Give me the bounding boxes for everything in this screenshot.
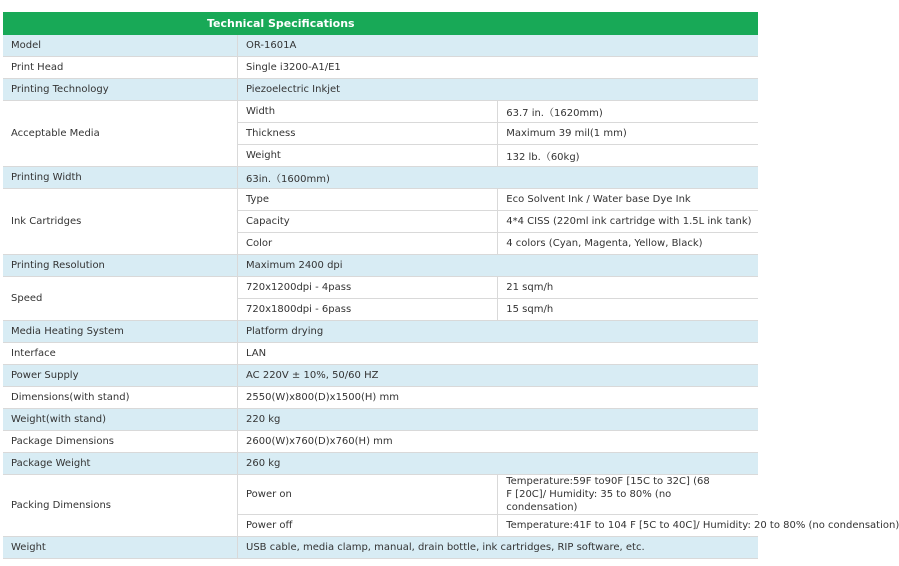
spec-grid (3, 35, 899, 559)
spec-value: Maximum 2400 dpi (238, 255, 759, 277)
spec-sublabel: Type (238, 189, 498, 211)
spec-value: 4 colors (Cyan, Magenta, Yellow, Black) (498, 233, 758, 255)
spec-value: 220 kg (238, 409, 759, 431)
spec-value: Temperature:59F to90F [15C to 32C] (68 F [20C]/ Humidity: 35 to 80% (no condensation) (498, 475, 758, 515)
spec-label: Printing Technology (3, 79, 238, 101)
spec-sublabel: Weight (238, 145, 498, 167)
technical-specifications-table (3, 12, 899, 559)
table-row (3, 101, 758, 123)
spec-value: Eco Solvent Ink / Water base Dye Ink (498, 189, 758, 211)
table-row (3, 277, 758, 299)
table-row (3, 167, 758, 189)
spec-label: Power Supply (3, 365, 238, 387)
spec-value: 63.7 in.（1620mm) (498, 101, 758, 123)
spec-value: USB cable, media clamp, manual, drain bottle, ink cartridges, RIP software, etc. (238, 537, 759, 559)
table-row (3, 537, 758, 559)
spec-value: Single i3200-A1/E1 (238, 57, 759, 79)
spec-label: Media Heating System (3, 321, 238, 343)
spec-label: Dimensions(with stand) (3, 387, 238, 409)
spec-label: Speed (3, 277, 238, 321)
spec-sublabel: Thickness (238, 123, 498, 145)
spec-label: Printing Width (3, 167, 238, 189)
spec-value: 4*4 CISS (220ml ink cartridge with 1.5L ink tank) (498, 211, 758, 233)
spec-sublabel: Capacity (238, 211, 498, 233)
table-row (3, 255, 758, 277)
table-row (3, 387, 758, 409)
spec-sublabel: Color (238, 233, 498, 255)
spec-value: 2550(W)x800(D)x1500(H) mm (238, 387, 759, 409)
spec-value: 21 sqm/h (498, 277, 758, 299)
spec-label: Model (3, 35, 238, 57)
spec-value: OR-1601A (238, 35, 759, 57)
table-row (3, 321, 758, 343)
table-row (3, 79, 758, 101)
table-row (3, 365, 758, 387)
spec-label: Interface (3, 343, 238, 365)
table-row (3, 35, 758, 57)
table-title: Technical Specifications (3, 12, 758, 35)
spec-value: 63in.（1600mm) (238, 167, 759, 189)
table-row (3, 409, 758, 431)
spec-sublabel: Width (238, 101, 498, 123)
spec-value: 132 lb.（60kg) (498, 145, 758, 167)
spec-value: 15 sqm/h (498, 299, 758, 321)
spec-value: 260 kg (238, 453, 759, 475)
spec-label: Package Dimensions (3, 431, 238, 453)
spec-sublabel: 720x1200dpi - 4pass (238, 277, 498, 299)
table-row (3, 57, 758, 79)
table-row (3, 343, 758, 365)
spec-value: Temperature:41F to 104 F [5C to 40C]/ Humidity: 20 to 80% (no condensation) (498, 515, 758, 537)
spec-label: Printing Resolution (3, 255, 238, 277)
spec-value: AC 220V ± 10%, 50/60 HZ (238, 365, 759, 387)
spec-value: Maximum 39 mil(1 mm) (498, 123, 758, 145)
spec-label: Print Head (3, 57, 238, 79)
spec-label: Ink Cartridges (3, 189, 238, 255)
spec-value: Piezoelectric Inkjet (238, 79, 759, 101)
spec-label: Packing Dimensions (3, 475, 238, 537)
table-row (3, 453, 758, 475)
spec-sublabel: Power on (238, 475, 498, 515)
spec-value: 2600(W)x760(D)x760(H) mm (238, 431, 759, 453)
spec-sublabel: 720x1800dpi - 6pass (238, 299, 498, 321)
table-row (3, 189, 758, 211)
spec-label: Acceptable Media (3, 101, 238, 167)
table-row (3, 431, 758, 453)
spec-value: LAN (238, 343, 759, 365)
spec-sublabel: Power off (238, 515, 498, 537)
spec-label: Package Weight (3, 453, 238, 475)
spec-value: Platform drying (238, 321, 759, 343)
table-row (3, 475, 758, 515)
spec-label: Weight (3, 537, 238, 559)
spec-label: Weight(with stand) (3, 409, 238, 431)
